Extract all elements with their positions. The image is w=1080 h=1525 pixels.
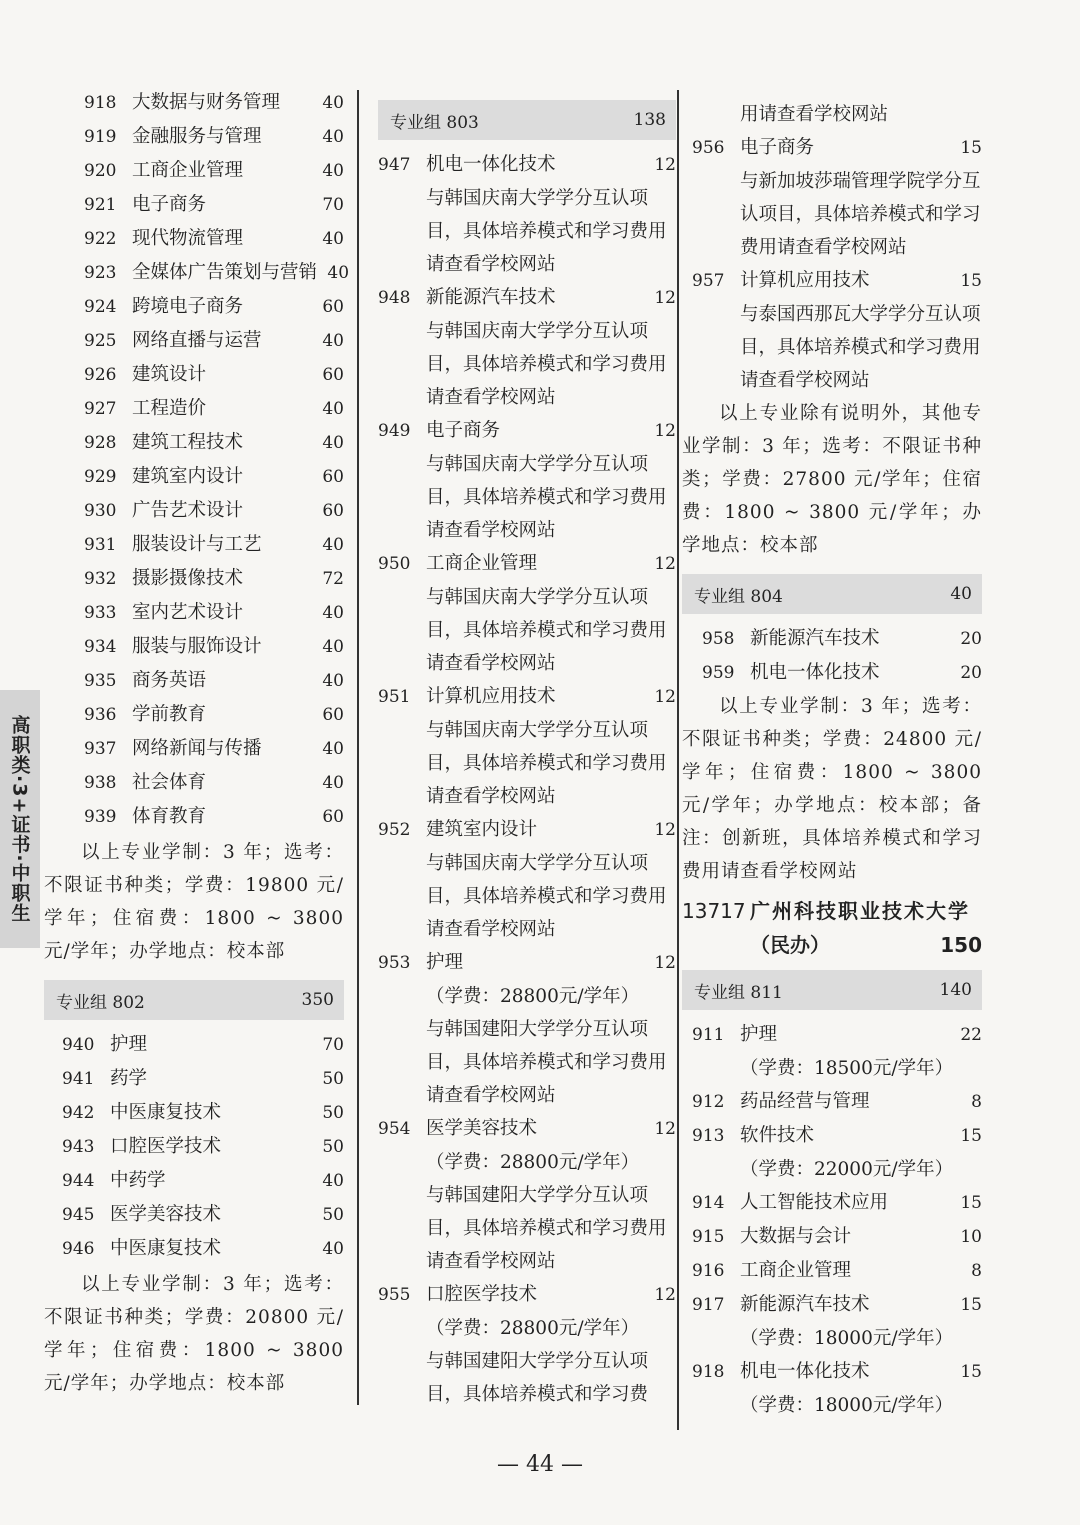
program-code: 937 xyxy=(84,739,117,759)
program-code: 957 xyxy=(692,271,725,291)
program-row xyxy=(44,1232,344,1266)
program-count: 40 xyxy=(322,1171,344,1191)
program-count: 60 xyxy=(322,501,344,521)
program-code: 941 xyxy=(62,1069,95,1089)
program-count: 15 xyxy=(960,1193,982,1213)
program-group-header xyxy=(44,980,344,1020)
program-name: 中药学 xyxy=(110,1170,166,1191)
program-row xyxy=(44,222,344,256)
program-code: 930 xyxy=(84,501,117,521)
program-count: 12 xyxy=(654,1285,676,1305)
program-code: 942 xyxy=(62,1103,95,1123)
program-code: 924 xyxy=(84,297,117,317)
program-code: 929 xyxy=(84,467,117,487)
program-name: 药品经营与管理 xyxy=(740,1091,870,1112)
program-count: 15 xyxy=(960,271,982,291)
program-name: 建筑工程技术 xyxy=(132,432,244,453)
program-name: 护理 xyxy=(426,952,464,973)
program-name: 网络新闻与传播 xyxy=(132,738,262,759)
program-detail: 与韩国庆南大学学分互认项目，具体培养模式和学习费用请查看学校网站 xyxy=(426,321,667,408)
program-detail: 与新加坡莎瑞管理学院学分互认项目，具体培养模式和学习费用请查看学校网站 xyxy=(740,171,981,258)
program-name: 现代物流管理 xyxy=(132,228,244,249)
program-name: 护理 xyxy=(110,1034,148,1055)
column-1 xyxy=(44,86,350,1400)
group-label: 专业组 803 xyxy=(390,112,479,133)
program-count: 50 xyxy=(322,1069,344,1089)
program-count: 40 xyxy=(322,127,344,147)
program-code: 958 xyxy=(702,629,735,649)
program-row xyxy=(682,1119,982,1153)
group-count: 138 xyxy=(633,110,666,130)
group-count: 350 xyxy=(301,990,334,1010)
program-code: 955 xyxy=(378,1285,411,1305)
program-detail: 与韩国庆南大学学分互认项目，具体培养模式和学习费用请查看学校网站 xyxy=(426,720,667,807)
program-group-header xyxy=(682,970,982,1010)
program-list xyxy=(682,622,982,690)
program-code: 918 xyxy=(84,93,117,113)
program-count: 12 xyxy=(654,687,676,707)
program-count: 15 xyxy=(960,1126,982,1146)
program-count: 15 xyxy=(960,138,982,158)
program-name: 跨境电子商务 xyxy=(132,296,244,317)
program-count: 70 xyxy=(322,195,344,215)
program-fee: （学费：28800元/学年） xyxy=(426,986,640,1007)
program-row xyxy=(44,494,344,528)
program-detail: 与韩国建阳大学学分互认项目，具体培养模式和学习费用请查看学校网站 xyxy=(426,1185,667,1272)
group-label: 专业组 804 xyxy=(694,586,783,607)
program-count: 72 xyxy=(322,569,344,589)
program-count: 10 xyxy=(960,1227,982,1247)
program-row xyxy=(682,1085,982,1119)
program-name: 机电一体化技术 xyxy=(426,154,556,175)
program-name: 计算机应用技术 xyxy=(740,270,870,291)
program-count: 40 xyxy=(322,399,344,419)
program-row xyxy=(378,547,676,581)
program-code: 932 xyxy=(84,569,117,589)
program-fee: （学费：18000元/学年） xyxy=(740,1395,954,1416)
program-list xyxy=(44,1028,344,1266)
program-name: 工商企业管理 xyxy=(740,1260,852,1281)
program-note: 以上专业学制：3 年；选考：不限证书种类；学费：19800 元/学年；住宿费：1800 ~ 3800 元/学年；办学地点：校本部 xyxy=(44,842,344,962)
program-name: 工程造价 xyxy=(132,398,207,419)
program-row xyxy=(44,732,344,766)
program-row xyxy=(682,131,982,165)
program-row xyxy=(682,1355,982,1389)
program-code: 933 xyxy=(84,603,117,623)
program-count: 40 xyxy=(322,535,344,555)
program-name: 口腔医学技术 xyxy=(426,1284,538,1305)
group-label: 专业组 802 xyxy=(56,992,145,1013)
program-row xyxy=(682,622,982,656)
program-name: 建筑设计 xyxy=(132,364,207,385)
program-code: 921 xyxy=(84,195,117,215)
program-name: 商务英语 xyxy=(132,670,207,691)
program-count: 20 xyxy=(960,663,982,683)
program-name: 大数据与会计 xyxy=(740,1226,852,1247)
program-name: 工商企业管理 xyxy=(426,553,538,574)
program-name: 护理 xyxy=(740,1024,778,1045)
program-row xyxy=(44,562,344,596)
program-code: 950 xyxy=(378,554,411,574)
program-name: 摄影摄像技术 xyxy=(132,568,244,589)
program-code: 913 xyxy=(692,1126,725,1146)
program-count: 15 xyxy=(960,1295,982,1315)
program-count: 50 xyxy=(322,1205,344,1225)
program-code: 926 xyxy=(84,365,117,385)
program-fee: （学费：18500元/学年） xyxy=(740,1058,954,1079)
school-code: 13717 xyxy=(682,899,746,923)
program-code: 944 xyxy=(62,1171,95,1191)
column-2 xyxy=(378,86,676,1411)
column-divider xyxy=(677,90,679,1430)
program-detail: 用请查看学校网站 xyxy=(740,104,889,125)
program-name: 电子商务 xyxy=(426,420,501,441)
school-heading xyxy=(682,894,982,928)
program-row xyxy=(682,1186,982,1220)
program-group-header xyxy=(378,100,676,140)
program-row xyxy=(378,813,676,847)
program-detail: 与韩国建阳大学学分互认项目，具体培养模式和学习费用请查看学校网站 xyxy=(426,1019,667,1106)
program-note: 以上专业学制：3 年；选考：不限证书种类；学费：24800 元/学年；住宿费：1800 ~ 3800 元/学年；办学地点：校本部；备注：创新班，具体培养模式和学习费用请查看学校网站 xyxy=(682,696,982,882)
program-name: 电子商务 xyxy=(132,194,207,215)
school-subheading xyxy=(682,928,982,962)
page-number: — 44 — xyxy=(497,1452,583,1477)
program-row xyxy=(44,596,344,630)
program-count: 40 xyxy=(322,1239,344,1259)
program-row xyxy=(44,188,344,222)
school-name: 广州科技职业技术大学 xyxy=(750,899,970,923)
program-group-header xyxy=(682,574,982,614)
program-name: 机电一体化技术 xyxy=(750,662,880,683)
program-count: 50 xyxy=(322,1137,344,1157)
program-code: 931 xyxy=(84,535,117,555)
program-name: 金融服务与管理 xyxy=(132,126,262,147)
program-name: 服装设计与工艺 xyxy=(132,534,262,555)
program-name: 计算机应用技术 xyxy=(426,686,556,707)
program-count: 40 xyxy=(322,433,344,453)
program-code: 943 xyxy=(62,1137,95,1157)
program-code: 922 xyxy=(84,229,117,249)
program-row xyxy=(378,414,676,448)
program-code: 912 xyxy=(692,1092,725,1112)
program-code: 918 xyxy=(692,1362,725,1382)
program-code: 947 xyxy=(378,155,411,175)
program-count: 60 xyxy=(322,807,344,827)
program-name: 医学美容技术 xyxy=(110,1204,222,1225)
program-detail: 与韩国庆南大学学分互认项目，具体培养模式和学习费用请查看学校网站 xyxy=(426,188,667,275)
program-name: 全媒体广告策划与营销 xyxy=(132,262,318,283)
program-code: 917 xyxy=(692,1295,725,1315)
program-name: 大数据与财务管理 xyxy=(132,92,281,113)
program-code: 911 xyxy=(692,1025,725,1045)
program-row xyxy=(44,630,344,664)
program-row xyxy=(44,1164,344,1198)
program-code: 936 xyxy=(84,705,117,725)
school-count: 150 xyxy=(940,933,982,957)
program-row xyxy=(378,1278,676,1312)
program-code: 919 xyxy=(84,127,117,147)
program-code: 945 xyxy=(62,1205,95,1225)
program-detail: 与韩国庆南大学学分互认项目，具体培养模式和学习费用请查看学校网站 xyxy=(426,853,667,940)
program-row xyxy=(682,1220,982,1254)
program-row xyxy=(378,281,676,315)
program-code: 940 xyxy=(62,1035,95,1055)
program-detail: 与韩国庆南大学学分互认项目，具体培养模式和学习费用请查看学校网站 xyxy=(426,587,667,674)
program-code: 952 xyxy=(378,820,411,840)
program-row xyxy=(44,1062,344,1096)
program-code: 953 xyxy=(378,953,411,973)
program-count: 12 xyxy=(654,288,676,308)
program-count: 40 xyxy=(322,773,344,793)
program-row xyxy=(44,154,344,188)
program-row xyxy=(44,1028,344,1062)
program-code: 951 xyxy=(378,687,411,707)
program-row xyxy=(44,120,344,154)
program-code: 956 xyxy=(692,138,725,158)
program-row xyxy=(44,392,344,426)
program-name: 广告艺术设计 xyxy=(132,500,244,521)
program-row xyxy=(378,1112,676,1146)
program-code: 948 xyxy=(378,288,411,308)
program-count: 15 xyxy=(960,1362,982,1382)
program-count: 40 xyxy=(322,739,344,759)
program-list xyxy=(44,86,350,834)
program-name: 新能源汽车技术 xyxy=(750,628,880,649)
column-divider xyxy=(357,90,359,1405)
program-code: 914 xyxy=(692,1193,725,1213)
program-name: 建筑室内设计 xyxy=(132,466,244,487)
program-name: 新能源汽车技术 xyxy=(740,1294,870,1315)
program-count: 40 xyxy=(322,331,344,351)
program-row xyxy=(682,1254,982,1288)
program-fee: （学费：22000元/学年） xyxy=(740,1159,954,1180)
program-detail: 与泰国西那瓦大学学分互认项目，具体培养模式和学习费用请查看学校网站 xyxy=(740,304,981,391)
group-count: 40 xyxy=(950,584,972,604)
program-code: 925 xyxy=(84,331,117,351)
program-name: 学前教育 xyxy=(132,704,207,725)
group-label: 专业组 811 xyxy=(694,982,783,1003)
program-count: 40 xyxy=(322,637,344,657)
program-code: 938 xyxy=(84,773,117,793)
program-count: 22 xyxy=(960,1025,982,1045)
program-row xyxy=(682,656,982,690)
program-count: 12 xyxy=(654,1119,676,1139)
program-code: 916 xyxy=(692,1261,725,1281)
program-count: 12 xyxy=(654,953,676,973)
program-code: 928 xyxy=(84,433,117,453)
program-count: 40 xyxy=(322,671,344,691)
program-count: 20 xyxy=(960,629,982,649)
program-row xyxy=(44,290,344,324)
program-count: 12 xyxy=(654,155,676,175)
program-row xyxy=(44,256,350,290)
program-name: 建筑室内设计 xyxy=(426,819,538,840)
program-row xyxy=(44,766,344,800)
program-name: 电子商务 xyxy=(740,137,815,158)
program-detail: 与韩国建阳大学学分互认项目，具体培养模式和学习费 xyxy=(426,1351,649,1405)
program-count: 70 xyxy=(322,1035,344,1055)
program-count: 8 xyxy=(971,1261,982,1281)
program-name: 室内艺术设计 xyxy=(132,602,244,623)
program-name: 中医康复技术 xyxy=(110,1102,222,1123)
program-count: 12 xyxy=(654,554,676,574)
program-code: 915 xyxy=(692,1227,725,1247)
program-count: 60 xyxy=(322,705,344,725)
program-row xyxy=(44,460,344,494)
program-count: 60 xyxy=(322,297,344,317)
program-row xyxy=(44,1198,344,1232)
program-row xyxy=(682,1018,982,1052)
program-count: 60 xyxy=(322,467,344,487)
program-count: 60 xyxy=(322,365,344,385)
program-code: 935 xyxy=(84,671,117,691)
section-side-tab xyxy=(0,690,40,948)
program-count: 40 xyxy=(322,603,344,623)
program-name: 工商企业管理 xyxy=(132,160,244,181)
program-count: 12 xyxy=(654,421,676,441)
program-name: 医学美容技术 xyxy=(426,1118,538,1139)
program-row xyxy=(44,528,344,562)
column-3 xyxy=(682,98,982,1422)
program-name: 新能源汽车技术 xyxy=(426,287,556,308)
program-name: 机电一体化技术 xyxy=(740,1361,870,1382)
program-detail: 与韩国庆南大学学分互认项目，具体培养模式和学习费用请查看学校网站 xyxy=(426,454,667,541)
program-fee: （学费：28800元/学年） xyxy=(426,1318,640,1339)
program-name: 服装与服饰设计 xyxy=(132,636,262,657)
program-name: 社会体育 xyxy=(132,772,207,793)
program-count: 12 xyxy=(654,820,676,840)
program-name: 药学 xyxy=(110,1068,148,1089)
program-fee: （学费：18000元/学年） xyxy=(740,1328,954,1349)
program-name: 口腔医学技术 xyxy=(110,1136,222,1157)
program-name: 人工智能技术应用 xyxy=(740,1192,889,1213)
program-name: 软件技术 xyxy=(740,1125,815,1146)
program-row xyxy=(682,264,982,298)
program-name: 体育教育 xyxy=(132,806,207,827)
program-row xyxy=(44,698,344,732)
program-row xyxy=(44,664,344,698)
program-code: 946 xyxy=(62,1239,95,1259)
program-count: 50 xyxy=(322,1103,344,1123)
program-row xyxy=(44,426,344,460)
group-count: 140 xyxy=(939,980,972,1000)
program-code: 923 xyxy=(84,263,117,283)
program-row xyxy=(44,800,344,834)
program-row xyxy=(44,358,344,392)
program-row xyxy=(44,1130,344,1164)
program-row xyxy=(378,148,676,182)
program-note: 以上专业除有说明外，其他专业学制：3 年；选考：不限证书种类；学费：27800 元/学年；住宿费：1800 ~ 3800 元/学年；办学地点：校本部 xyxy=(682,403,982,556)
program-row xyxy=(682,1288,982,1322)
program-row xyxy=(44,324,344,358)
program-name: 网络直播与运营 xyxy=(132,330,262,351)
program-row xyxy=(44,1096,344,1130)
program-count: 40 xyxy=(322,229,344,249)
program-code: 939 xyxy=(84,807,117,827)
program-name: 中医康复技术 xyxy=(110,1238,222,1259)
program-code: 920 xyxy=(84,161,117,181)
program-code: 954 xyxy=(378,1119,411,1139)
program-code: 927 xyxy=(84,399,117,419)
program-row xyxy=(378,946,676,980)
program-count: 8 xyxy=(971,1092,982,1112)
school-type: （民办） xyxy=(750,933,830,957)
program-code: 949 xyxy=(378,421,411,441)
program-count: 40 xyxy=(322,161,344,181)
side-tab-label: 高职类·3+证书·中职生 xyxy=(8,715,31,923)
program-note: 以上专业学制：3 年；选考：不限证书种类；学费：20800 元/学年；住宿费：1800 ~ 3800 元/学年；办学地点：校本部 xyxy=(44,1274,344,1394)
program-code: 934 xyxy=(84,637,117,657)
program-fee: （学费：28800元/学年） xyxy=(426,1152,640,1173)
program-count: 40 xyxy=(327,263,350,283)
program-code: 959 xyxy=(702,663,735,683)
program-row xyxy=(44,86,344,120)
program-count: 40 xyxy=(322,93,344,113)
program-row xyxy=(378,680,676,714)
